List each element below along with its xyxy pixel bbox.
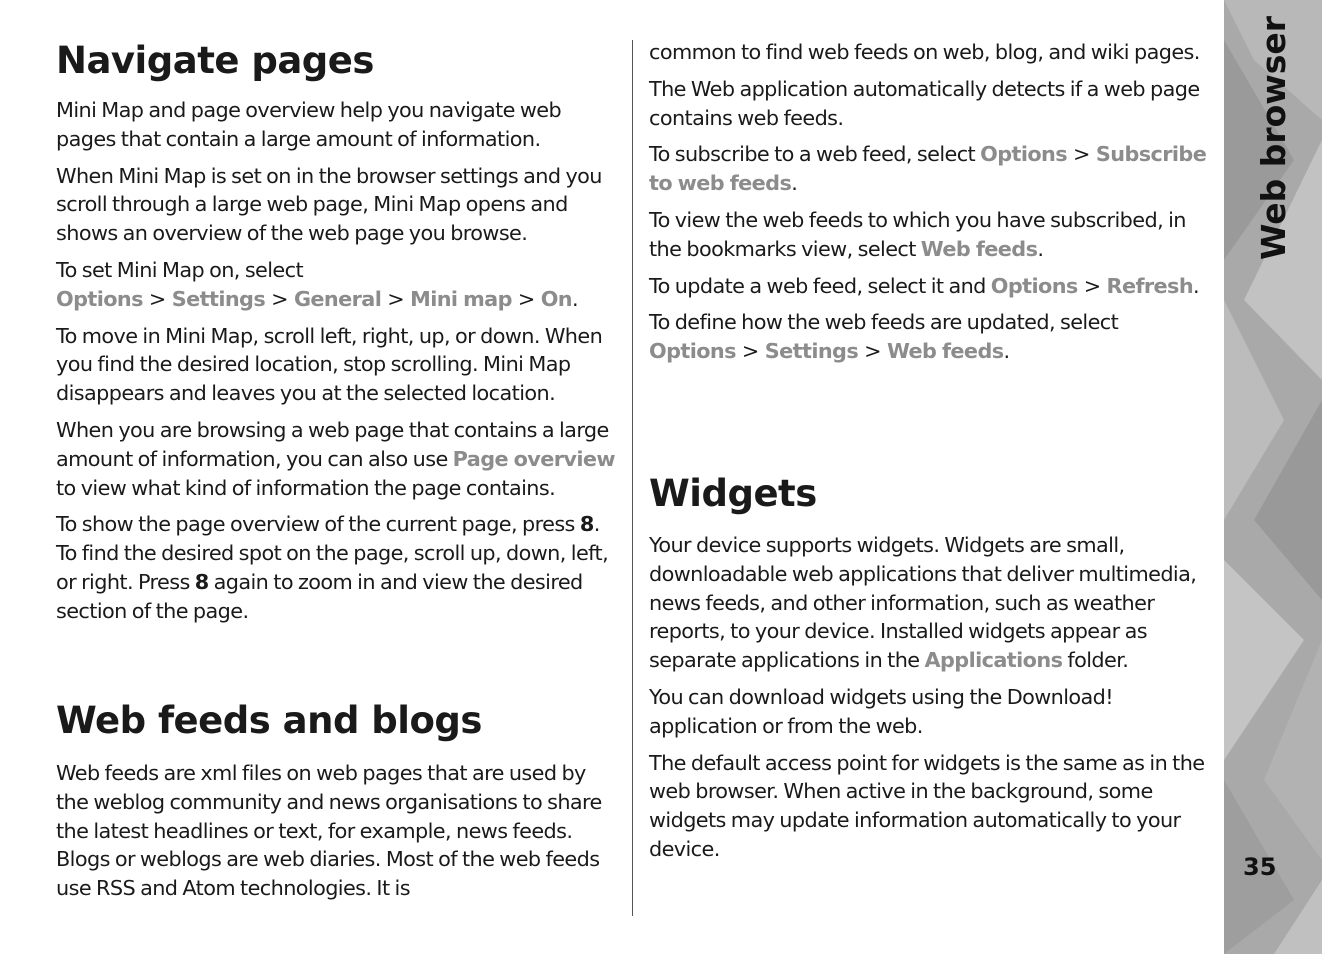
widgets-section-body <box>649 531 1209 872</box>
text: to view what kind of information the page contains. <box>56 475 556 500</box>
menu-item-options: Options <box>990 273 1078 298</box>
right-column <box>649 38 1209 861</box>
path-separator: > <box>1073 142 1090 167</box>
text: . <box>572 286 579 311</box>
menu-item-general: General <box>293 286 382 311</box>
path-separator: > <box>741 339 759 364</box>
path-separator: > <box>148 286 166 311</box>
menu-item-options: Options <box>649 339 736 364</box>
paragraph: You can download widgets using the Download! application or from the web. <box>649 684 1114 738</box>
text: To update a web feed, select it and <box>649 273 991 298</box>
text: To subscribe to a web feed, select <box>649 142 981 167</box>
text: . <box>1037 236 1044 261</box>
paragraph: The Web application automatically detects if a web page contains web feeds. <box>649 76 1200 130</box>
paragraph-widgets-intro <box>649 531 1209 675</box>
page-number: 35 <box>1243 853 1277 881</box>
menu-item-refresh: Refresh <box>1106 273 1194 298</box>
text: To view the web feeds to which you have subscribed, in the bookmarks view, select <box>649 207 1186 261</box>
text: To set Mini Map on, select <box>56 257 304 282</box>
heading-widgets: Widgets <box>649 472 817 515</box>
menu-item-on: On <box>540 286 573 311</box>
menu-item-options: Options <box>980 142 1068 167</box>
paragraph-feed-settings <box>649 308 1209 366</box>
paragraph-view-feeds <box>649 206 1209 264</box>
menu-item-mini-map: Mini map <box>410 286 512 311</box>
paragraph: Mini Map and page overview help you navigate web pages that contain a large amount of information. <box>56 98 562 151</box>
text: . <box>1003 339 1010 364</box>
menu-item-settings: Settings <box>171 286 266 311</box>
text: again to zoom in and view the desired section of the page. <box>56 569 583 623</box>
feeds-section-body <box>56 759 618 911</box>
section-title-vertical: Web browser <box>1254 15 1293 260</box>
heading-web-feeds-and-blogs: Web feeds and blogs <box>56 699 482 742</box>
paragraph: common to find web feeds on web, blog, and wiki pages. <box>649 40 1200 64</box>
heading-navigate-pages: Navigate pages <box>56 39 374 82</box>
paragraph-subscribe <box>649 140 1209 198</box>
text: folder. <box>1062 648 1129 673</box>
text: To define how the web feeds are updated, select <box>649 310 1119 335</box>
menu-item-page-overview: Page overview <box>452 446 616 471</box>
paragraph-page-overview <box>56 416 618 502</box>
text: When you are browsing a web page that contains a large amount of information, you can also use <box>56 417 609 471</box>
path-separator: > <box>1083 273 1101 298</box>
path-separator: > <box>517 286 535 311</box>
text: . <box>791 171 798 196</box>
text: . <box>1193 273 1200 298</box>
column-divider <box>632 40 633 916</box>
text: . To find the desired spot on the page, scroll up, down, left, or right. Press <box>56 512 609 594</box>
menu-item-applications: Applications <box>924 648 1063 673</box>
key-8: 8 <box>579 512 594 537</box>
path-separator: > <box>864 339 881 364</box>
menu-item-settings: Settings <box>764 339 859 364</box>
path-separator: > <box>387 286 405 311</box>
paragraph: The default access point for widgets is the same as in the web browser. When active in the background, some widgets may update information automatically to your device. <box>649 750 1205 861</box>
paragraph: When Mini Map is set on in the browser settings and you scroll through a large web page, Mini Map opens and shows an overview of the web page you browse. <box>56 163 602 246</box>
menu-item-options: Options <box>56 286 143 311</box>
navigate-section-body <box>56 96 618 634</box>
key-8: 8 <box>194 569 209 594</box>
path-separator: > <box>271 286 288 311</box>
menu-item-web-feeds: Web feeds <box>920 236 1038 261</box>
text: To show the page overview of the current page, press <box>56 512 580 537</box>
text: Your device supports widgets. Widgets are small, downloadable web applications that deliver multimedia, news feeds, and other information, such as weather reports, to your device. Installed widgets appear as separate applications in the <box>649 533 1197 673</box>
paragraph-menu-path <box>56 256 618 314</box>
menu-item-subscribe: Subscribe to web feeds <box>649 142 1207 196</box>
paragraph: Web feeds are xml files on web pages that are used by the weblog community and news organisations to share the latest headlines or text, for example, news feeds. Blogs or weblogs are web diaries. Most of the web feeds use RSS and Atom technologies. It is <box>56 761 602 901</box>
paragraph-update-feed <box>649 272 1209 301</box>
menu-item-web-feeds: Web feeds <box>886 339 1004 364</box>
paragraph: To move in Mini Map, scroll left, right, up, or down. When you find the desired location, stop scrolling. Mini Map disappears and leaves you at the selected location. <box>56 323 603 406</box>
feeds-section-continued <box>649 38 1209 366</box>
paragraph-overview-keys <box>56 510 618 625</box>
